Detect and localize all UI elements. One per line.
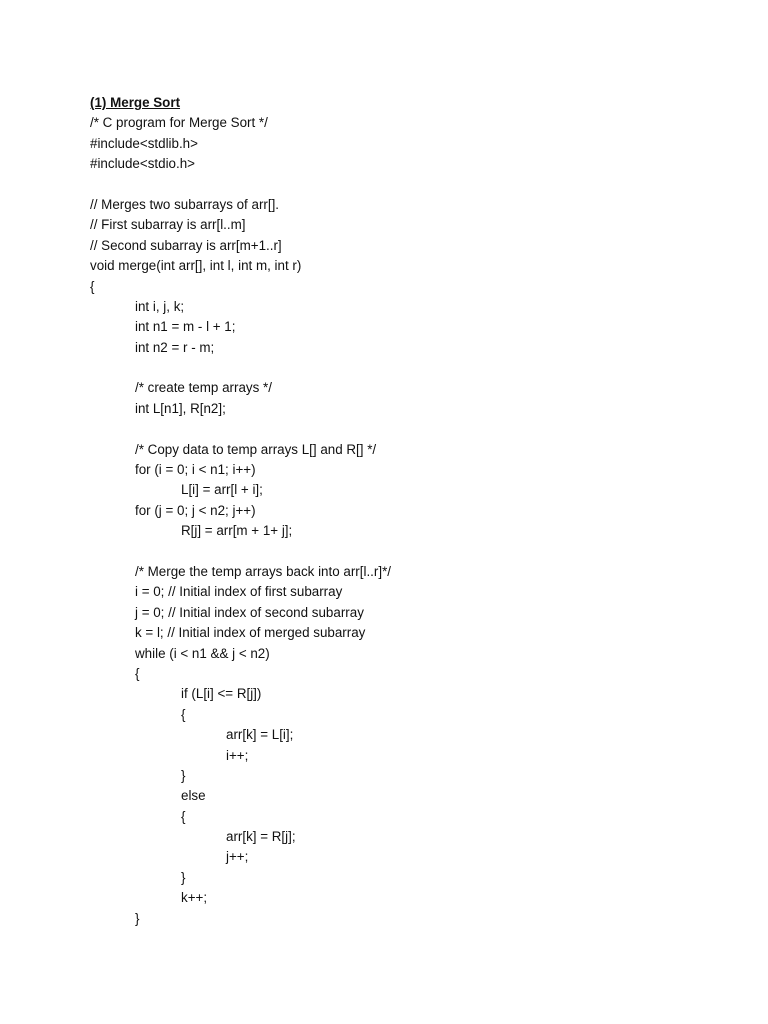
code-line: arr[k] = R[j]; (226, 829, 296, 845)
code-line: // Second subarray is arr[m+1..r] (90, 237, 282, 253)
code-line: j = 0; // Initial index of second subarray (135, 604, 364, 620)
blank-line (90, 175, 730, 195)
code-line: int n2 = r - m; (135, 339, 215, 355)
code-line: R[j] = arr[m + 1+ j]; (181, 523, 293, 539)
code-line: i = 0; // Initial index of first subarray (135, 584, 343, 600)
code-line: int L[n1], R[n2]; (135, 400, 226, 416)
code-line: // First subarray is arr[l..m] (90, 217, 246, 233)
code-line: else (181, 788, 206, 804)
blank-line (90, 358, 730, 378)
code-line: if (L[i] <= R[j]) (181, 686, 262, 702)
code-line: L[i] = arr[l + i]; (181, 482, 263, 498)
code-line: #include<stdlib.h> (90, 135, 198, 151)
code-line: } (181, 767, 186, 783)
code-line: int i, j, k; (135, 298, 185, 314)
code-line: /* Copy data to temp arrays L[] and R[] */ (135, 441, 377, 457)
code-line: int n1 = m - l + 1; (135, 319, 236, 335)
code-line: /* create temp arrays */ (135, 380, 272, 396)
code-line: { (135, 665, 140, 681)
code-line: void merge(int arr[], int l, int m, int r) (90, 258, 302, 274)
code-line: while (i < n1 && j < n2) (135, 645, 270, 661)
code-line: i++; (226, 747, 249, 763)
code-line: { (90, 278, 95, 294)
code-line: j++; (226, 849, 249, 865)
code-line: arr[k] = L[i]; (226, 727, 294, 743)
code-line: // Merges two subarrays of arr[]. (90, 196, 280, 212)
code-line: { (181, 808, 186, 824)
code-listing (90, 93, 730, 929)
code-line: } (135, 910, 140, 926)
section-heading: (1) Merge Sort (90, 95, 181, 110)
code-line: } (181, 869, 186, 885)
code-line: k++; (181, 890, 208, 906)
code-line: #include<stdio.h> (90, 156, 195, 172)
code-line: /* C program for Merge Sort */ (90, 115, 268, 131)
code-line: /* Merge the temp arrays back into arr[l..r]*/ (135, 563, 392, 579)
code-line: k = l; // Initial index of merged subarray (135, 625, 366, 641)
blank-line (90, 419, 730, 439)
code-line: for (j = 0; j < n2; j++) (135, 502, 256, 518)
blank-line (90, 542, 730, 562)
code-line: for (i = 0; i < n1; i++) (135, 462, 256, 478)
code-line: { (181, 706, 186, 722)
